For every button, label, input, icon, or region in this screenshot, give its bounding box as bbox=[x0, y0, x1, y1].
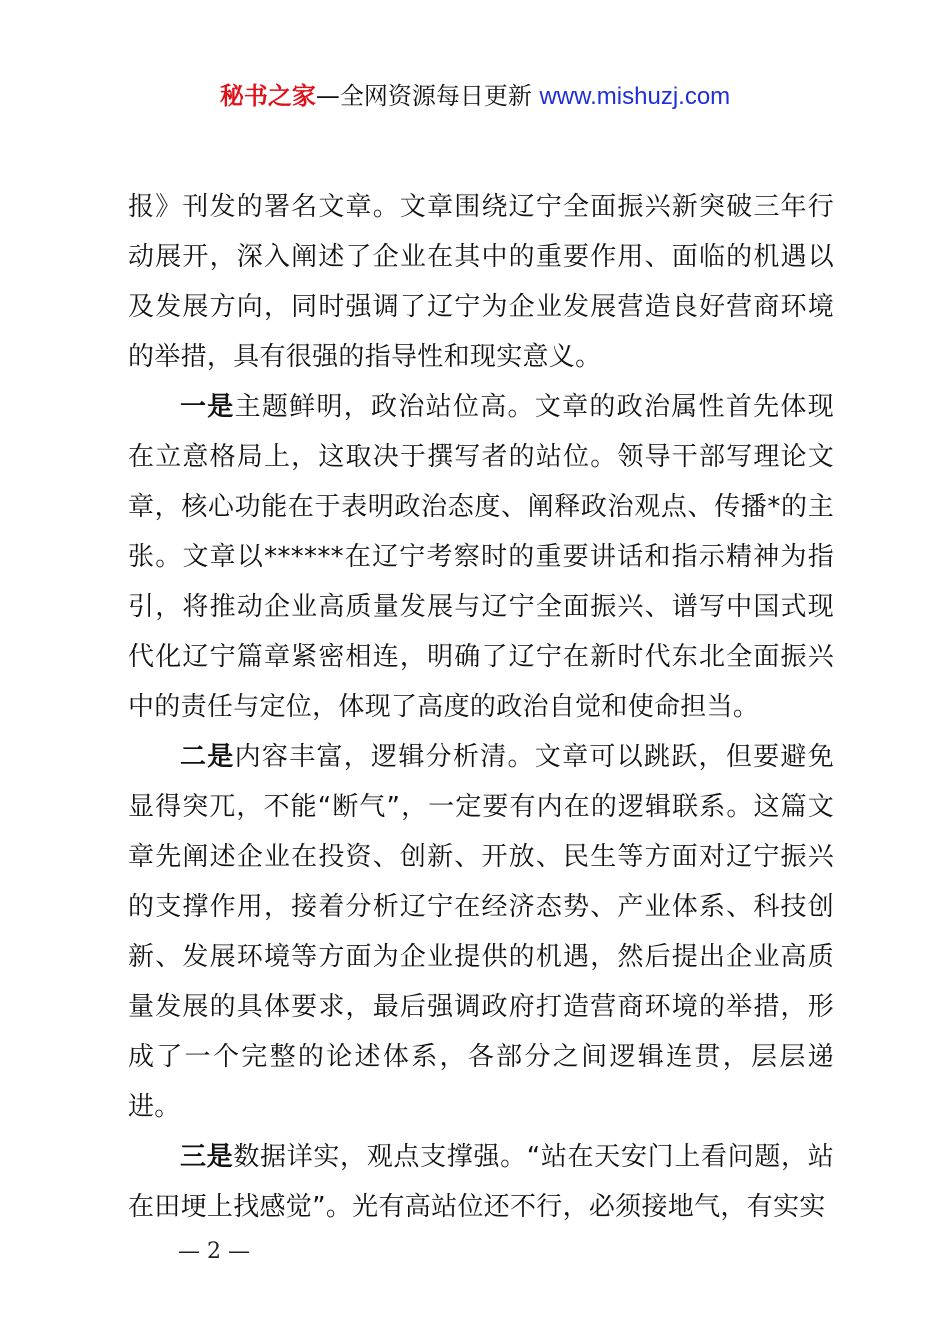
site-brand: 秘书之家 bbox=[219, 82, 316, 110]
paragraph-continuation bbox=[128, 182, 834, 382]
paragraph-text: 主题鲜明，政治站位高。文章的政治属性首先体现在立意格局上，这取决于撰写者的站位。领导干部写理论文章，核心功能在于表明政治态度、阐释政治观点、传播*的主张。文章以******在辽宁考察时的重要讲话和指示精神为指引，将推动企业高质量发展与辽宁全面振兴、谱写中国式现代化辽宁篇章紧密相连，明确了辽宁在新时代东北全面振兴中的责任与定位，体现了高度的政治自觉和使命担当。 bbox=[128, 392, 834, 722]
site-slogan: —全网资源每日更新 bbox=[315, 82, 532, 110]
page-number: — 2 — bbox=[178, 1239, 250, 1264]
paragraph-lead: 一是 bbox=[180, 392, 235, 422]
site-header bbox=[0, 78, 950, 115]
paragraph-text: 内容丰富，逻辑分析清。文章可以跳跃，但要避免显得突兀，不能“断气”，一定要有内在的逻辑联系。这篇文章先阐述企业在投资、创新、开放、民生等方面对辽宁振兴的支撑作用，接着分析辽宁在经济态势、产业体系、科技创新、发展环境等方面为企业提供的机遇，然后提出企业高质量发展的具体要求，最后强调政府打造营商环境的举措，形成了一个完整的论述体系，各部分之间逻辑连贯，层层递进。 bbox=[128, 742, 834, 1122]
paragraph-point-one bbox=[128, 382, 834, 732]
site-url-link[interactable]: www.mishuzj.com bbox=[539, 83, 731, 110]
paragraph-text: 数据详实，观点支撑强。“站在天安门上看问题，站在田埂上找感觉”。光有高站位还不行，必须接地气，有实实 bbox=[128, 1142, 834, 1222]
paragraph-point-two bbox=[128, 732, 834, 1132]
document-body bbox=[128, 182, 834, 1232]
paragraph-point-three bbox=[128, 1132, 834, 1232]
paragraph-text: 报》刊发的署名文章。文章围绕辽宁全面振兴新突破三年行动展开，深入阐述了企业在其中的重要作用、面临的机遇以及发展方向，同时强调了辽宁为企业发展营造良好营商环境的举措，具有很强的指导性和现实意义。 bbox=[128, 192, 834, 372]
paragraph-lead: 二是 bbox=[180, 742, 235, 772]
paragraph-lead: 三是 bbox=[180, 1142, 234, 1172]
